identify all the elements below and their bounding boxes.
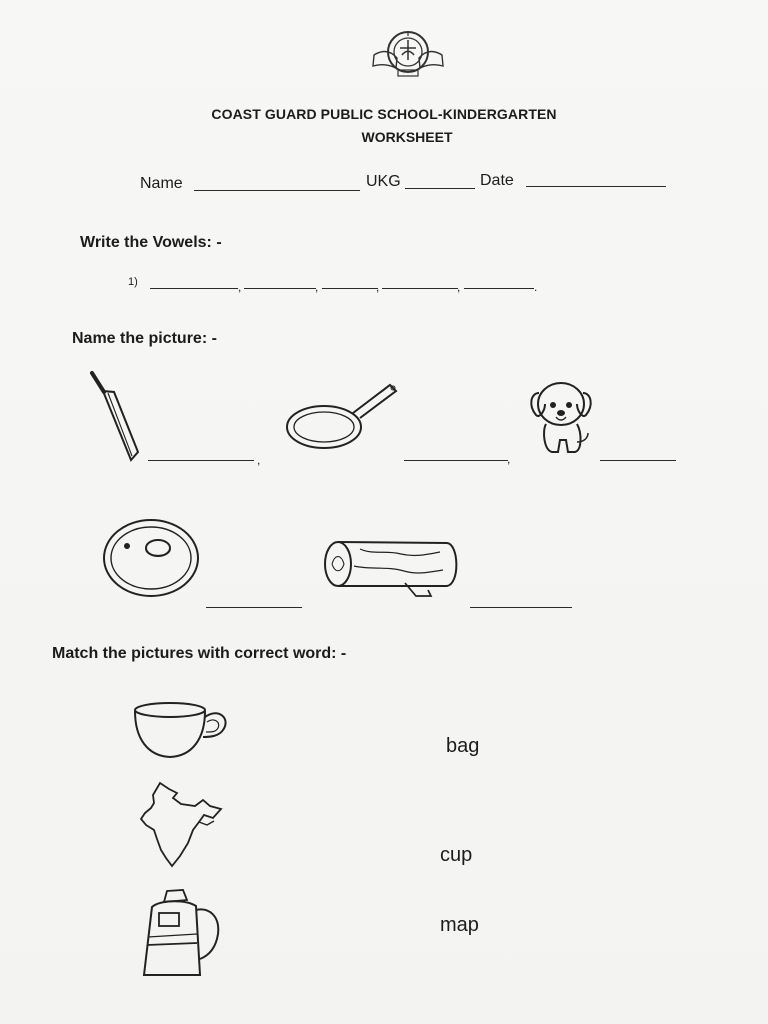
vowel-separator-1: , xyxy=(238,280,242,294)
date-field-line[interactable] xyxy=(526,186,666,187)
school-title: COAST GUARD PUBLIC SCHOOL-KINDERGARTEN xyxy=(211,106,557,122)
name-label: Name xyxy=(140,175,183,192)
vowel-blank-3[interactable] xyxy=(322,288,378,289)
picture-separator-2: , xyxy=(507,452,511,466)
vowel-blank-4[interactable] xyxy=(382,288,458,289)
picture-separator-1: , xyxy=(257,453,261,467)
pot-lid-icon xyxy=(100,515,206,599)
name-picture-title: Name the picture: - xyxy=(72,330,217,347)
name-field-line[interactable] xyxy=(194,190,360,191)
class-field-line[interactable] xyxy=(405,188,475,189)
picture-answer-line-4[interactable] xyxy=(206,607,302,608)
match-pictures-title: Match the pictures with correct word: - xyxy=(52,645,347,662)
puppy-icon xyxy=(524,376,598,458)
school-logo-icon xyxy=(366,24,450,84)
vowel-end-mark: . xyxy=(534,280,538,294)
india-map-icon xyxy=(137,779,223,869)
frying-pan-icon xyxy=(286,378,400,458)
match-word-1: bag xyxy=(446,735,480,757)
match-word-3: map xyxy=(440,914,479,936)
vowel-blank-2[interactable] xyxy=(244,288,316,289)
picture-answer-line-3[interactable] xyxy=(600,460,676,461)
match-word-2: cup xyxy=(440,844,473,866)
date-label: Date xyxy=(480,172,514,189)
vowel-separator-3: , xyxy=(376,280,380,294)
school-bag-icon xyxy=(139,889,223,977)
write-vowels-title: Write the Vowels: - xyxy=(80,234,222,251)
cup-icon xyxy=(134,699,234,761)
vowel-separator-4: , xyxy=(457,280,461,294)
vowel-blank-1[interactable] xyxy=(150,288,238,289)
vowel-blank-5[interactable] xyxy=(464,288,534,289)
picture-answer-line-1[interactable] xyxy=(148,460,254,461)
vowel-item-number: 1) xyxy=(128,276,138,288)
cricket-bat-icon xyxy=(84,366,146,464)
class-label: UKG xyxy=(366,173,401,190)
vowel-separator-2: , xyxy=(315,280,319,294)
picture-answer-line-2[interactable] xyxy=(404,460,508,461)
wooden-log-icon xyxy=(321,536,463,604)
worksheet-title: WORKSHEET xyxy=(361,129,453,145)
picture-answer-line-5[interactable] xyxy=(470,607,572,608)
